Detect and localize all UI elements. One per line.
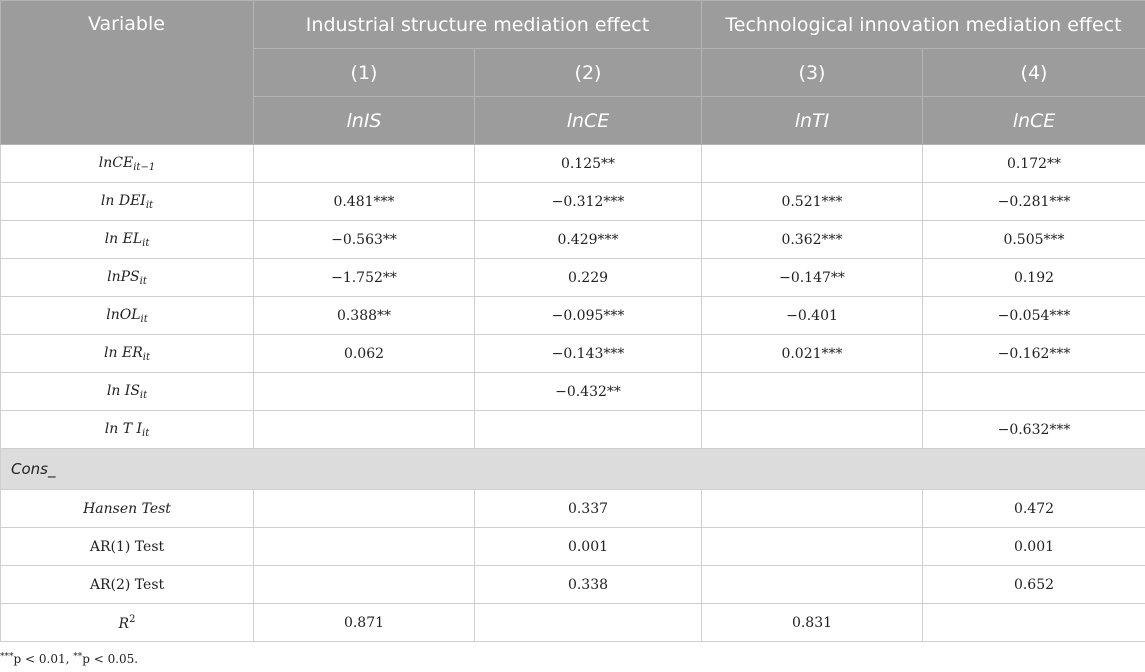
table-row (1, 335, 1145, 373)
section-row-cons (1, 449, 1145, 490)
table-cell (702, 566, 923, 604)
table-cell: 0.021*** (702, 335, 923, 373)
industrial-structure-group-header: Industrial structure mediation effect (254, 1, 702, 49)
table-cell: −0.563** (254, 221, 475, 259)
table-cell: 0.481*** (254, 183, 475, 221)
table-cell: 0.338 (475, 566, 702, 604)
table-row (1, 297, 1145, 335)
table-row (1, 566, 1145, 604)
dependent-variable-4: lnCE (923, 97, 1145, 145)
row-label: lnPS$_{it}$ (1, 259, 254, 297)
table-cell (923, 604, 1145, 642)
table-cell: −0.281*** (923, 183, 1145, 221)
row-label: AR(1) Test (1, 528, 254, 566)
table-cell: 0.125** (475, 145, 702, 183)
table-cell: 0.337 (475, 490, 702, 528)
technological-innovation-group-header: Technological innovation mediation effect (702, 1, 1145, 49)
table-row (1, 411, 1145, 449)
table-cell: 0.001 (923, 528, 1145, 566)
table-cell: −0.147** (702, 259, 923, 297)
row-label: Hansen Test (1, 490, 254, 528)
table-cell (254, 490, 475, 528)
table-cell: −0.162*** (923, 335, 1145, 373)
variable-header: Variable (1, 1, 254, 145)
table-cell (254, 528, 475, 566)
table-cell (254, 566, 475, 604)
table-cell: 0.521*** (702, 183, 923, 221)
table-cell (702, 528, 923, 566)
table-cell: 0.229 (475, 259, 702, 297)
table-row (1, 604, 1145, 642)
table-cell: −0.432** (475, 373, 702, 411)
table-cell: −0.401 (702, 297, 923, 335)
row-label: ln T $I_{it}$ (1, 411, 254, 449)
table-cell: 0.505*** (923, 221, 1145, 259)
table-cell: −0.143*** (475, 335, 702, 373)
table-row (1, 183, 1145, 221)
row-label: $\ln IS_{it}$ (1, 373, 254, 411)
row-label: lnOL$_{it}$ (1, 297, 254, 335)
table-cell: 0.831 (702, 604, 923, 642)
row-label: $R^2$ (1, 604, 254, 642)
table-cell (254, 145, 475, 183)
table-cell: −0.312*** (475, 183, 702, 221)
row-label: lnCE$_{it-1}$ (1, 145, 254, 183)
table-cell: 0.192 (923, 259, 1145, 297)
table-header (1, 1, 1145, 145)
table-cell (475, 604, 702, 642)
table-cell (923, 373, 1145, 411)
table-row (1, 259, 1145, 297)
table-cell: 0.172** (923, 145, 1145, 183)
table-cell: −0.632*** (923, 411, 1145, 449)
table-cell: 0.362*** (702, 221, 923, 259)
column-number-3: (3) (702, 49, 923, 97)
dependent-variable-2: lnCE (475, 97, 702, 145)
dependent-variable-1: lnIS (254, 97, 475, 145)
table-cell (702, 490, 923, 528)
table-cell: 0.652 (923, 566, 1145, 604)
row-label: $\ln DEI_{it}$ (1, 183, 254, 221)
table-cell (254, 411, 475, 449)
table-cell: 0.001 (475, 528, 702, 566)
table-cell: 0.871 (254, 604, 475, 642)
table-cell: −0.054*** (923, 297, 1145, 335)
dependent-variable-3: lnTI (702, 97, 923, 145)
table-cell (702, 411, 923, 449)
table-row (1, 528, 1145, 566)
row-label: $\ln EL_{it}$ (1, 221, 254, 259)
table-cell (254, 373, 475, 411)
table-row (1, 490, 1145, 528)
table-cell (475, 411, 702, 449)
table-cell (702, 145, 923, 183)
row-label: $\ln ER_{it}$ (1, 335, 254, 373)
significance-footnote: ***p < 0.01, **p < 0.05. (0, 652, 139, 666)
row-label: AR(2) Test (1, 566, 254, 604)
table-cell: −0.095*** (475, 297, 702, 335)
table-body (1, 145, 1145, 642)
table-row (1, 221, 1145, 259)
column-number-2: (2) (475, 49, 702, 97)
table-row (1, 145, 1145, 183)
column-number-4: (4) (923, 49, 1145, 97)
table-cell: 0.429*** (475, 221, 702, 259)
section-label: Cons_ (1, 449, 1145, 490)
table-cell: 0.062 (254, 335, 475, 373)
table-cell: 0.388** (254, 297, 475, 335)
table-cell: 0.472 (923, 490, 1145, 528)
table-row (1, 373, 1145, 411)
column-number-1: (1) (254, 49, 475, 97)
table-cell: −1.752** (254, 259, 475, 297)
table-cell (702, 373, 923, 411)
